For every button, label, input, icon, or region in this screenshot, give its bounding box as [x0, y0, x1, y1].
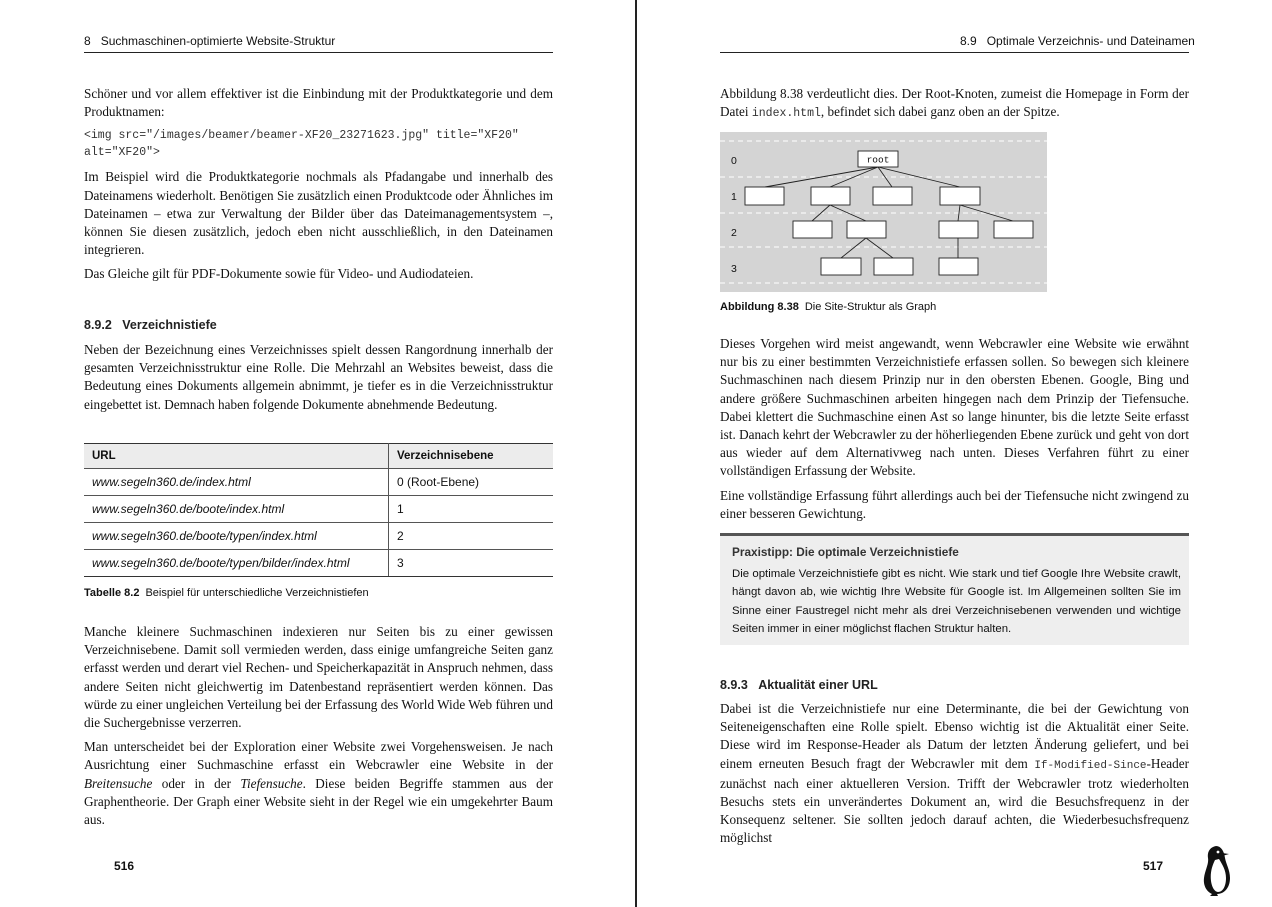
text-run: Man unterscheidet bei der Exploration einer Website zwei Vorgehensweisen. Je nach Ausrichtung einer Suchmaschine erfasst ein Webcrawler eine Website in der: [84, 739, 553, 773]
level-label: 1: [731, 191, 737, 203]
graph-node: [874, 258, 913, 275]
header-rule: [720, 52, 1189, 53]
paragraph: [84, 738, 553, 829]
emphasis: Breitensuche: [84, 775, 153, 791]
table-row: [84, 523, 553, 550]
graph-node: [873, 187, 912, 205]
right-text-block-2: [720, 335, 1189, 529]
header-rule: [84, 52, 553, 53]
left-text-block-2: [84, 341, 553, 420]
text-run: -Header zunächst nach einer aktuelleren Version. Trifft der Webcrawler trotz wiederholten Besuchs stets ein unverändertes Dokument an, wird die Besuchsfrequenz in der Konsequenz seltener. Sie sollten jedoch darauf achten, die Wiederbesuchsfrequenz möglichst: [720, 755, 1189, 846]
text-run: Abbildung 8.38 verdeutlicht dies. Der Root-Knoten, zumeist die Homepage in Form der Datei: [720, 86, 1189, 120]
table-header-row: [84, 444, 553, 469]
emphasis: Tiefensuche: [240, 775, 303, 791]
graph-node: [847, 221, 886, 238]
tip-title: Praxistipp: Die optimale Verzeichnistiefe: [732, 545, 959, 559]
level-cell: 1: [389, 496, 554, 523]
header-section-title: Optimale Verzeichnis- und Dateinamen: [986, 34, 1195, 48]
code-line: <img src="/images/beamer/beamer-XF20_23271623.jpg" title="XF20": [84, 129, 519, 143]
level-label: 2: [731, 227, 737, 239]
table-row: [84, 469, 553, 496]
text-run: Dabei ist die Verzeichnistiefe nur eine Determinante, die bei der Gewichtung von Seiteneigenschaften eine Rolle spielt. Ebenso wichtig ist die Aktualität einer Seite. Diese wird im Response-Header als Datum der letzten Änderung geliefert, und bei einem erneuten Besuch fragt der Webcrawler mit dem: [720, 701, 1189, 771]
caption-label: Abbildung 8.38: [720, 301, 799, 313]
header-section-number: 8.9: [960, 34, 977, 48]
paragraph: Eine vollständige Erfassung führt allerdings auch bei der Tiefensuche nicht zwingend zu einer besseren Gewichtung.: [720, 487, 1189, 521]
paragraph: Dieses Vorgehen wird meist angewandt, wenn Webcrawler eine Website wie erwähnt nur bis zu einer bestimmten Verzeichnistiefe erfassen sollen. So bewegen sich kleinere Suchmaschinen nach diesem Prinzip nur in den obersten Ebenen. Google, Bing und andere größere Suchmaschinen arbeiten hingegen nach dem Prinzip der Tiefensuche. Dabei klettert die Suchmaschine einen Ast so lange hinunter, bis die letzte Seite erfasst ist. Danach kehrt der Webcrawler zu der höherliegenden Ebene zurück und geht von dort aus wieder auf dem Alternativweg nach unten. Dieses Verfahren führt zu einer vollständigen Erfassung der Website.: [720, 336, 1189, 479]
root-label: root: [866, 154, 890, 166]
code-line: alt="XF20">: [84, 146, 160, 160]
paragraph: [720, 700, 1189, 847]
running-header-right: [960, 34, 1195, 48]
site-structure-graph: [720, 132, 1047, 292]
section-heading-892: [84, 318, 217, 332]
graph-node: [821, 258, 861, 275]
practice-tip-box: [720, 533, 1189, 645]
heading-title: Aktualität einer URL: [758, 678, 878, 692]
level-cell: 3: [389, 550, 554, 577]
table-caption: [84, 587, 369, 599]
level-cell: 0 (Root-Ebene): [389, 469, 554, 496]
text-run: oder in der: [152, 775, 241, 791]
right-text-block-1: [720, 85, 1189, 128]
graph-node: [811, 187, 850, 205]
code-snippet: [84, 127, 553, 161]
url-cell: www.segeln360.de/boote/typen/bilder/index.html: [84, 550, 389, 577]
book-spine: [635, 0, 637, 907]
graph-node: [939, 258, 978, 275]
page-number-left: 516: [114, 859, 135, 873]
paragraph: Im Beispiel wird die Produktkategorie nochmals als Pfadangabe und innerhalb des Dateinamens wiederholt. Benötigen Sie zusätzlich einen Produktcode oder Ähnliches im Dateinamen – etwa zur Verwaltung der Bilder über das Dateimanagementsystem –, können Sie diesen zusätzlich, jedoch eben nicht ausschließlich, in den Dateinamen integrieren.: [84, 169, 553, 258]
paragraph: Manche kleinere Suchmaschinen indexieren nur Seiten bis zu einer gewissen Verzeichnisebene. Damit soll vermieden werden, dass einige umfangreiche Seiten ganz erfasst werden und derart viel Rechen- und Speicherkapazität in Anspruch nehmen, dass andere Seiten nicht gleichwertig im Datenbestand repräsentiert werden können. Das würde zu einer ungleichen Verteilung bei der Erfassung des World Wide Web führen und die Suchergebnisse verzerren.: [84, 624, 553, 731]
heading-title: Verzeichnistiefe: [122, 318, 217, 332]
level-label: 3: [731, 263, 737, 275]
page-number-right: 517: [1143, 859, 1164, 873]
caption-label: Tabelle 8.2: [84, 587, 140, 599]
header-chapter-number: 8: [84, 34, 91, 48]
paragraph: Neben der Bezeichnung eines Verzeichnisses spielt dessen Rangordnung innerhalb der gesamten Verzeichnisstruktur eine Rolle. Die Mehrzahl an Websites beweist, dass die Bedeutung eines Dokuments allgemein abnimmt, je tiefer es in die Verzeichnisstruktur eingebettet ist. Demnach haben folgende Dokumente abnehmende Bedeutung.: [84, 342, 553, 412]
text-run: , befindet sich dabei ganz oben an der Spitze.: [820, 104, 1060, 120]
right-text-block-3: [720, 700, 1189, 853]
graph-node: [939, 221, 978, 238]
paragraph: [720, 85, 1189, 122]
graph-node: [940, 187, 980, 205]
graph-node: [994, 221, 1033, 238]
header-chapter-title: Suchmaschinen-optimierte Website-Struktur: [100, 34, 336, 48]
section-heading-893: [720, 678, 878, 692]
left-text-block-3: [84, 623, 553, 835]
table-row: [84, 496, 553, 523]
inline-code: If-Modified-Since: [1034, 759, 1147, 772]
url-cell: www.segeln360.de/index.html: [84, 469, 389, 496]
heading-number: 8.9.3: [720, 678, 748, 692]
level-label: 0: [731, 155, 737, 167]
url-cell: www.segeln360.de/boote/index.html: [84, 496, 389, 523]
level-cell: 2: [389, 523, 554, 550]
directory-depth-table: [84, 443, 553, 577]
text-run: . Diese beiden Begriffe stammen aus der Graphentheorie. Der Graph einer Website sieht in der Regel wie ein umgekehrter Baum aus.: [84, 775, 554, 828]
penguin-logo-icon: [1200, 842, 1236, 898]
left-text-block-1: [84, 85, 553, 290]
paragraph: Das Gleiche gilt für PDF-Dokumente sowie für Video- und Audiodateien.: [84, 266, 474, 282]
paragraph: Schöner und vor allem effektiver ist die Einbindung mit der Produktkategorie und dem Produktnamen:: [84, 86, 553, 120]
tip-text: Die optimale Verzeichnistiefe gibt es nicht. Wie stark und tief Google Ihre Website crawlt, hängt davon ab, wie wichtig Ihre Website für Google ist. Im Allgemeinen sollten Sie im Sinne einer Faustregel nicht mehr als drei Verzeichnisebenen verwenden und wichtige Seiten immer in einer möglichst flachen Struktur halten.: [732, 568, 1181, 635]
graph-node: [745, 187, 784, 205]
url-cell: www.segeln360.de/boote/typen/index.html: [84, 523, 389, 550]
running-header-left: [84, 34, 335, 48]
table-row: [84, 550, 553, 577]
caption-text: Beispiel für unterschiedliche Verzeichnistiefen: [145, 587, 369, 599]
column-header: URL: [84, 444, 389, 469]
graph-node: [793, 221, 832, 238]
caption-text: Die Site-Struktur als Graph: [804, 301, 937, 313]
column-header: Verzeichnisebene: [389, 444, 554, 469]
heading-number: 8.9.2: [84, 318, 112, 332]
figure-caption: [720, 301, 936, 313]
inline-code: index.html: [751, 107, 821, 121]
